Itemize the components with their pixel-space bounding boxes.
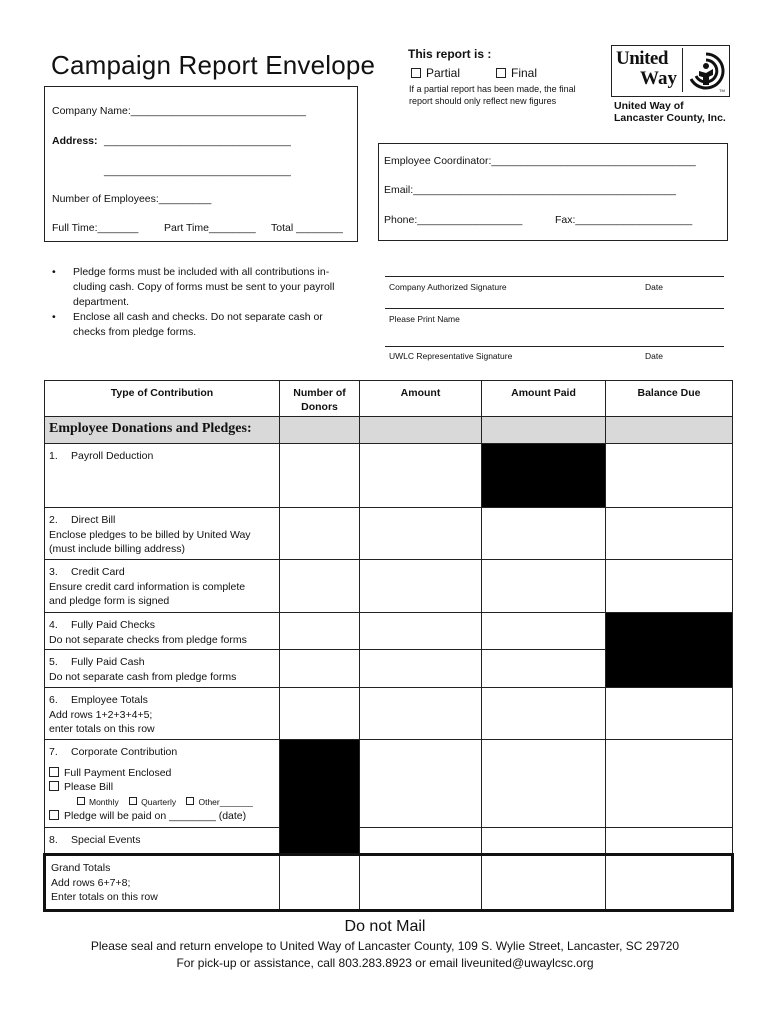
table-row xyxy=(45,508,733,560)
full-payment-checkbox[interactable] xyxy=(49,767,59,777)
table-row xyxy=(45,444,733,508)
header-type: Type of Contribution xyxy=(45,381,280,417)
donors-input[interactable] xyxy=(280,855,360,911)
balance-input[interactable] xyxy=(606,828,733,855)
final-checkbox[interactable] xyxy=(496,68,506,78)
partial-label: Partial xyxy=(426,66,461,80)
partial-option[interactable] xyxy=(411,66,460,80)
header-donors: Number of Donors xyxy=(280,381,360,417)
date-label-2: Date xyxy=(645,351,663,361)
amount-paid-input[interactable] xyxy=(482,508,606,560)
monthly-checkbox[interactable] xyxy=(77,797,85,805)
part-time-field[interactable] xyxy=(164,222,256,234)
cell xyxy=(280,417,360,444)
phone-field[interactable] xyxy=(384,214,522,226)
partial-note-line1: If a partial report has been made, the final xyxy=(409,84,576,94)
instruction-item: • Pledge forms must be included with all contributions in-cluding cash. Copy of forms must be sent to your payroll department. xyxy=(52,266,335,308)
return-instructions: Please seal and return envelope to United Way of Lancaster County, 109 S. Wylie Street, Lancaster, SC 29720 xyxy=(90,939,680,953)
full-time-blank: _______ xyxy=(97,222,139,234)
address-blank-2[interactable]: ________________________________ xyxy=(104,165,291,177)
row-label: 6. Employee Totals Add rows 1+2+3+4+5; enter totals on this row xyxy=(45,688,280,740)
email-label: Email: xyxy=(384,184,414,196)
print-name-label: Please Print Name xyxy=(389,314,460,324)
company-signature-label: Company Authorized Signature xyxy=(389,282,507,292)
donors-input[interactable] xyxy=(280,688,360,740)
header-amount: Amount xyxy=(360,381,482,417)
phone-label: Phone: xyxy=(384,214,418,226)
donors-input[interactable] xyxy=(280,444,360,508)
part-time-label: Part Time xyxy=(164,222,209,234)
balance-input[interactable] xyxy=(606,508,733,560)
amount-input[interactable] xyxy=(360,828,482,855)
company-name-blank: ______________________________ xyxy=(130,105,306,117)
employees-label: Number of Employees: xyxy=(52,193,159,205)
monthly-option[interactable]: Monthly xyxy=(77,797,119,807)
logo-word-united: United xyxy=(616,48,668,69)
please-bill-option[interactable]: Please Bill xyxy=(49,780,275,795)
contact-instructions: For pick-up or assistance, call 803.283.8923 or email liveunited@uwaylcsc.org xyxy=(176,956,594,970)
other-checkbox[interactable] xyxy=(186,797,194,805)
amount-input[interactable] xyxy=(360,650,482,688)
report-type-label: This report is : xyxy=(408,47,492,61)
amount-paid-input[interactable] xyxy=(482,688,606,740)
partial-checkbox[interactable] xyxy=(411,68,421,78)
amount-input[interactable] xyxy=(360,688,482,740)
contribution-table xyxy=(43,380,734,912)
header-amount-paid: Amount Paid xyxy=(482,381,606,417)
email-field[interactable] xyxy=(384,184,676,196)
address-blank-1[interactable]: ________________________________ xyxy=(104,135,291,147)
full-time-label: Full Time: xyxy=(52,222,98,234)
part-time-blank: ________ xyxy=(208,222,256,234)
row-label: Grand Totals Add rows 6+7+8; Enter totals on this row xyxy=(45,855,280,911)
table-row xyxy=(45,613,733,650)
row-label: 4. Fully Paid Checks Do not separate checks from pledge forms xyxy=(45,613,280,650)
united-way-logo xyxy=(611,45,730,97)
donors-input[interactable] xyxy=(280,508,360,560)
instruction-item: • Enclose all cash and checks. Do not separate cash or checks from pledge forms. xyxy=(52,311,323,338)
cell xyxy=(606,417,733,444)
full-payment-option[interactable]: Full Payment Enclosed xyxy=(49,766,275,781)
amount-input[interactable] xyxy=(360,560,482,613)
amount-input[interactable] xyxy=(360,740,482,828)
employees-field[interactable] xyxy=(52,193,211,205)
donors-input[interactable] xyxy=(280,613,360,650)
phone-blank: __________________ xyxy=(417,214,523,226)
email-blank: _____________________________________________ xyxy=(413,184,676,196)
table-header-row xyxy=(45,381,733,417)
cell xyxy=(360,417,482,444)
balance-input[interactable] xyxy=(606,855,733,911)
full-time-field[interactable] xyxy=(52,222,138,234)
table-row xyxy=(45,740,733,828)
print-name-line[interactable] xyxy=(385,308,724,309)
amount-paid-input[interactable] xyxy=(482,613,606,650)
uwlc-signature-line[interactable] xyxy=(385,346,724,347)
amount-paid-input[interactable] xyxy=(482,855,606,911)
united-way-hand-icon xyxy=(687,51,725,91)
table-row xyxy=(45,828,733,855)
header-balance-due: Balance Due xyxy=(606,381,733,417)
pledge-option[interactable]: Pledge will be paid on ________ (date) xyxy=(49,809,275,824)
table-row xyxy=(45,560,733,613)
address-label: Address: xyxy=(52,135,98,147)
row-label: 1. Payroll Deduction xyxy=(45,444,280,508)
row-label: 5. Fully Paid Cash Do not separate cash from pledge forms xyxy=(45,650,280,688)
company-name-label: Company Name: xyxy=(52,105,131,117)
balance-input[interactable] xyxy=(606,444,733,508)
amount-input[interactable] xyxy=(360,855,482,911)
amount-input[interactable] xyxy=(360,508,482,560)
balance-input[interactable] xyxy=(606,560,733,613)
amount-paid-input[interactable] xyxy=(482,828,606,855)
pledge-checkbox[interactable] xyxy=(49,810,59,820)
balance-input[interactable] xyxy=(606,740,733,828)
instructions-list xyxy=(52,265,357,340)
company-signature-line[interactable] xyxy=(385,276,724,277)
donors-input[interactable] xyxy=(280,560,360,613)
donors-input[interactable] xyxy=(280,650,360,688)
please-bill-checkbox[interactable] xyxy=(49,781,59,791)
final-option[interactable] xyxy=(496,66,537,80)
coordinator-label: Employee Coordinator: xyxy=(384,155,492,167)
amount-paid-input[interactable] xyxy=(482,560,606,613)
date-label-1: Date xyxy=(645,282,663,292)
logo-org-line1: United Way of xyxy=(614,100,684,112)
logo-tm: TM xyxy=(719,88,725,93)
logo-word-way: Way xyxy=(640,68,677,89)
fax-label: Fax: xyxy=(555,214,576,226)
fax-blank: ____________________ xyxy=(575,214,693,226)
row-label: 8. Special Events xyxy=(45,828,280,855)
row-label: 7. Corporate Contribution Full Payment Enclosed Please Bill Monthly Quarterly Other_______ Pledge will be paid on ________ (date) xyxy=(45,740,280,828)
amount-input[interactable] xyxy=(360,613,482,650)
page-title: Campaign Report Envelope xyxy=(51,50,376,80)
company-name-field[interactable] xyxy=(52,105,306,117)
coordinator-blank: ___________________________________ xyxy=(491,155,696,167)
row-label: 3. Credit Card Ensure credit card information is complete and pledge form is signed xyxy=(45,560,280,613)
coordinator-field[interactable] xyxy=(384,155,696,167)
quarterly-checkbox[interactable] xyxy=(129,797,137,805)
quarterly-option[interactable]: Quarterly xyxy=(129,797,176,807)
final-label: Final xyxy=(511,66,538,80)
amount-paid-input[interactable] xyxy=(482,740,606,828)
blocked-cell xyxy=(606,613,733,688)
blocked-cell xyxy=(482,444,606,508)
do-not-mail: Do not Mail xyxy=(344,918,426,935)
total-label: Total xyxy=(271,222,294,234)
grand-totals-row xyxy=(45,855,733,911)
balance-input[interactable] xyxy=(606,688,733,740)
fax-field[interactable] xyxy=(555,214,692,226)
amount-input[interactable] xyxy=(360,444,482,508)
table-row xyxy=(45,688,733,740)
partial-note-line2: report should only reflect new figures xyxy=(409,96,557,106)
uwlc-signature-label: UWLC Representative Signature xyxy=(389,351,513,361)
row-label: 2. Direct Bill Enclose pledges to be billed by United Way (must include billing address) xyxy=(45,508,280,560)
blocked-cell xyxy=(280,740,360,855)
cell xyxy=(482,417,606,444)
employees-blank: _________ xyxy=(158,193,212,205)
other-option[interactable]: Other_______ xyxy=(186,797,252,807)
section-row xyxy=(45,417,733,444)
logo-org-line2: Lancaster County, Inc. xyxy=(614,112,726,124)
section-title: Employee Donations and Pledges: xyxy=(45,417,280,444)
amount-paid-input[interactable] xyxy=(482,650,606,688)
total-field[interactable] xyxy=(271,222,343,234)
total-blank: ________ xyxy=(296,222,343,234)
